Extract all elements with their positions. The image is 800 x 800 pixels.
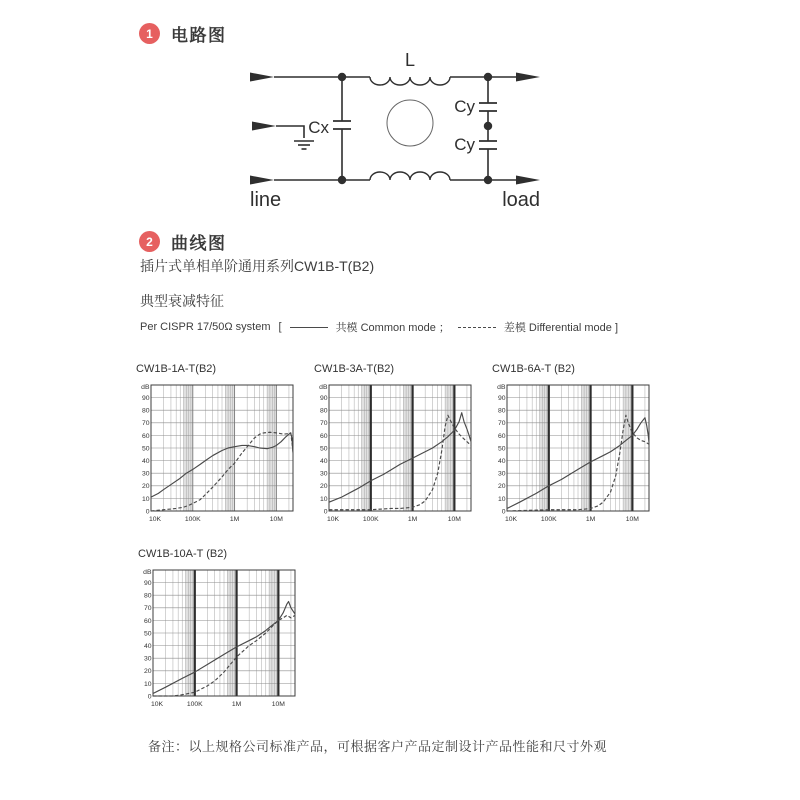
y-tick-label: 70 [319, 420, 328, 428]
y-axis-unit-label: dB [497, 384, 506, 391]
x-tick-label: 100K [362, 516, 379, 523]
section2-header [139, 229, 227, 254]
chart-title: CW1B-10A-T (B2) [138, 548, 228, 560]
y-tick-label: 80 [319, 407, 328, 415]
section1-title: 电路图 [171, 26, 227, 45]
legend-diff-label: 差模 Differential mode ] [503, 322, 618, 334]
legend-common-label: 共模 Common mode ； [335, 322, 450, 334]
x-tick-label: 100K [540, 516, 557, 523]
remark-note: 备注：以上规格公司标准产品，可根据客户产品定制设计产品性能和尺寸外观 [148, 739, 608, 754]
y-tick-label: 30 [143, 655, 152, 663]
cy-top-label: Cy [454, 97, 475, 116]
inductor-top-icon [370, 77, 450, 85]
y-tick-label: 90 [319, 395, 328, 402]
y-tick-label: 70 [143, 605, 152, 613]
attenuation-subtitle: 典型衰减特征 [140, 293, 224, 309]
x-tick-label: 10K [505, 516, 518, 523]
y-tick-label: 60 [319, 432, 328, 440]
y-tick-label: 10 [319, 495, 328, 503]
chart-title: CW1B-3A-T(B2) [314, 363, 395, 375]
y-tick-label: 20 [143, 668, 152, 676]
y-tick-label: 60 [497, 432, 506, 440]
x-tick-label: 100K [186, 701, 203, 708]
series-subtitle: 插片式单相单阶通用系列CW1B-T(B2) [140, 258, 375, 274]
x-tick-label: 10M [447, 516, 461, 523]
chart-cw1b-1a [134, 363, 298, 533]
y-tick-label: 40 [141, 458, 150, 465]
y-tick-label: 20 [497, 483, 506, 491]
y-tick-label: 20 [319, 483, 328, 491]
y-tick-label: 80 [143, 592, 152, 600]
output-arrow-bottom-icon [516, 176, 540, 185]
attenuation-chart-svg [312, 378, 476, 528]
y-tick-label: 50 [141, 445, 150, 453]
junction-dots [338, 73, 492, 184]
load-label: load [502, 189, 540, 211]
y-tick-label: 50 [143, 630, 152, 638]
y-tick-label: 10 [141, 495, 150, 503]
y-tick-label: 60 [143, 617, 152, 625]
cy-capacitor-top-icon [479, 103, 497, 111]
x-tick-label: 10K [149, 516, 162, 523]
y-tick-label: 40 [497, 458, 506, 465]
y-tick-label: 80 [141, 407, 150, 415]
common-mode-line-sample-icon [290, 327, 328, 328]
input-arrow-bottom-icon [250, 176, 274, 185]
ground-symbol-icon [294, 141, 314, 149]
chart-cw1b-3a [312, 363, 476, 533]
legend-prefix: Per CISPR 17/50Ω system [140, 321, 271, 333]
y-tick-label: 70 [497, 420, 506, 428]
cx-capacitor-icon [333, 121, 351, 129]
y-tick-label: 50 [497, 445, 506, 453]
inductor-label: L [404, 50, 416, 70]
y-tick-label: 90 [141, 395, 150, 402]
x-tick-label: 10M [271, 701, 285, 708]
section1-header [139, 21, 227, 46]
chart-cw1b-6a [490, 363, 654, 533]
x-tick-label: 10M [625, 516, 639, 523]
attenuation-chart-svg [134, 378, 298, 528]
x-tick-label: 10K [151, 701, 164, 708]
output-arrow-top-icon [516, 73, 540, 82]
x-tick-label: 1M [407, 516, 418, 523]
line-label: line [250, 189, 282, 211]
y-axis-unit-label: dB [141, 384, 150, 391]
x-tick-label: 1M [229, 516, 240, 523]
x-tick-label: 100K [184, 516, 201, 523]
y-tick-label: 0 [323, 508, 328, 516]
section2-title: 曲线图 [171, 234, 227, 253]
y-tick-label: 20 [141, 483, 150, 491]
y-tick-label: 0 [145, 508, 150, 516]
cy-bottom-label: Cy [454, 135, 475, 154]
x-tick-label: 1M [231, 701, 242, 708]
y-tick-label: 70 [141, 420, 150, 428]
x-tick-label: 10K [327, 516, 340, 523]
chart-title: CW1B-1A-T(B2) [136, 363, 217, 375]
y-tick-label: 30 [319, 470, 328, 478]
section1-badge: 1 [139, 23, 160, 44]
chart-title: CW1B-6A-T (B2) [492, 363, 575, 375]
ground-arrow-icon [252, 122, 276, 131]
legend [140, 319, 618, 335]
x-tick-label: 10M [269, 516, 283, 523]
section2-badge: 2 [139, 231, 160, 252]
differential-mode-line-sample-icon [458, 327, 496, 328]
y-tick-label: 0 [501, 508, 506, 516]
cx-label: Cx [308, 118, 329, 137]
ground-wire [276, 126, 304, 138]
y-tick-label: 80 [497, 407, 506, 415]
y-tick-label: 50 [319, 445, 328, 453]
attenuation-chart-svg [136, 563, 300, 713]
y-tick-label: 40 [143, 643, 152, 650]
x-tick-label: 1M [585, 516, 596, 523]
y-tick-label: 30 [497, 470, 506, 478]
y-tick-label: 60 [141, 432, 150, 440]
y-tick-label: 10 [497, 495, 506, 503]
y-axis-unit-label: dB [143, 569, 152, 576]
input-arrow-top-icon [250, 73, 274, 82]
circuit-diagram [248, 46, 548, 212]
y-tick-label: 0 [147, 693, 152, 701]
y-tick-label: 10 [143, 680, 152, 688]
y-tick-label: 90 [143, 580, 152, 587]
attenuation-chart-svg [490, 378, 654, 528]
legend-bracket: [ [278, 321, 282, 333]
inductor-bottom-icon [370, 172, 450, 180]
y-axis-unit-label: dB [319, 384, 328, 391]
y-tick-label: 40 [319, 458, 328, 465]
cy-capacitor-bottom-icon [479, 141, 497, 149]
core-circle-icon [387, 100, 433, 146]
chart-cw1b-10a [136, 548, 300, 718]
y-tick-label: 30 [141, 470, 150, 478]
y-tick-label: 90 [497, 395, 506, 402]
